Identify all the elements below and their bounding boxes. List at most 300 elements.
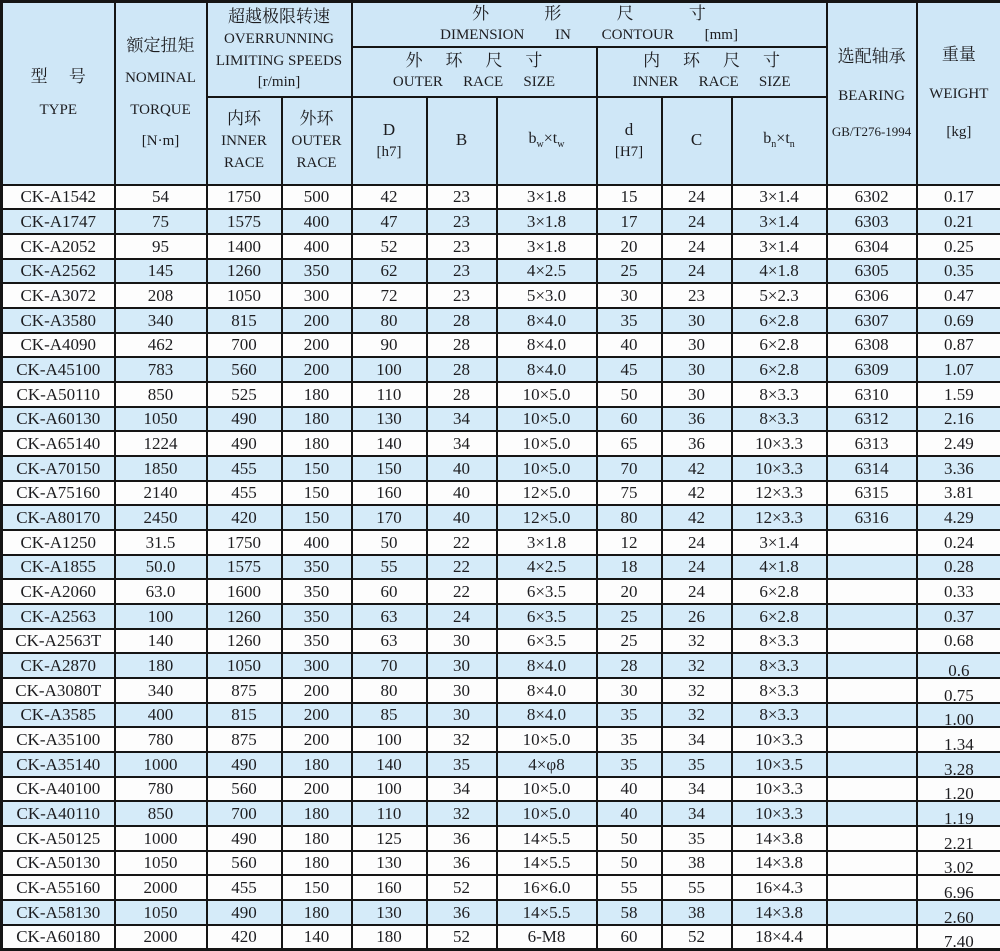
cell-D: 85 <box>352 703 427 728</box>
cell-wt: 3.81 <box>917 481 1000 506</box>
cell-type: CK-A2060 <box>2 579 115 604</box>
cell-D: 63 <box>352 629 427 654</box>
cell-type: CK-A65140 <box>2 431 115 456</box>
cell-bw: 14×5.5 <box>497 826 597 851</box>
cell-d: 60 <box>597 407 662 432</box>
cell-type: CK-A2052 <box>2 234 115 259</box>
cell-torque: 400 <box>115 703 207 728</box>
cell-bw: 10×5.0 <box>497 407 597 432</box>
header-speeds-unit: [r/min] <box>257 74 301 91</box>
cell-wt: 1.34 <box>917 727 1000 752</box>
cell-wt: 4.29 <box>917 505 1000 530</box>
cell-D: 140 <box>352 752 427 777</box>
cell-bw: 3×1.8 <box>497 234 597 259</box>
cell-bw: 10×5.0 <box>497 456 597 481</box>
cell-C: 42 <box>662 481 732 506</box>
cell-D: 100 <box>352 777 427 802</box>
cell-C: 30 <box>662 308 732 333</box>
cell-d: 70 <box>597 456 662 481</box>
header-inner-speed-zh: 内环 <box>227 108 261 128</box>
cell-brg <box>827 900 917 925</box>
cell-brg <box>827 826 917 851</box>
cell-torque: 2450 <box>115 505 207 530</box>
cell-bn: 3×1.4 <box>732 530 827 555</box>
header-inner-size-zh: 内 环 尺 寸 <box>643 51 790 71</box>
cell-C: 32 <box>662 653 732 678</box>
cell-bn: 8×3.3 <box>732 382 827 407</box>
cell-C: 24 <box>662 530 732 555</box>
cell-d: 65 <box>597 431 662 456</box>
cell-wt: 1.00 <box>917 703 1000 728</box>
cell-outer: 400 <box>282 530 352 555</box>
cell-bn: 14×3.8 <box>732 826 827 851</box>
cell-D: 63 <box>352 604 427 629</box>
header-col-d <box>597 97 662 185</box>
header-torque-zh: 额定扭矩 <box>126 35 195 55</box>
cell-wt: 0.37 <box>917 604 1000 629</box>
cell-type: CK-A55160 <box>2 875 115 900</box>
cell-torque: 1050 <box>115 900 207 925</box>
cell-brg: 6310 <box>827 382 917 407</box>
header-type-zh: 型 号 <box>30 67 95 87</box>
cell-bw: 14×5.5 <box>497 900 597 925</box>
header-inner-size-en: INNER RACE SIZE <box>632 74 791 91</box>
cell-inner: 1575 <box>207 209 282 234</box>
cell-wt: 1.20 <box>917 777 1000 802</box>
cell-torque: 1000 <box>115 826 207 851</box>
cell-wt: 0.33 <box>917 579 1000 604</box>
cell-torque: 2000 <box>115 925 207 950</box>
cell-d: 45 <box>597 357 662 382</box>
cell-d: 18 <box>597 555 662 580</box>
cell-brg <box>827 530 917 555</box>
cell-C: 35 <box>662 752 732 777</box>
cell-bn: 10×3.5 <box>732 752 827 777</box>
cell-C: 24 <box>662 185 732 210</box>
cell-C: 42 <box>662 505 732 530</box>
cell-C: 24 <box>662 259 732 284</box>
header-col-D-symbol: D <box>382 119 396 139</box>
cell-bn: 8×3.3 <box>732 653 827 678</box>
cell-C: 38 <box>662 900 732 925</box>
cell-inner: 1260 <box>207 259 282 284</box>
cell-type: CK-A1542 <box>2 185 115 210</box>
cell-type: CK-A3080T <box>2 678 115 703</box>
cell-brg: 6307 <box>827 308 917 333</box>
cell-torque: 31.5 <box>115 530 207 555</box>
cell-d: 17 <box>597 209 662 234</box>
cell-outer: 350 <box>282 629 352 654</box>
table-row <box>2 925 1000 950</box>
cell-d: 30 <box>597 283 662 308</box>
cell-torque: 145 <box>115 259 207 284</box>
cell-bw: 6×3.5 <box>497 579 597 604</box>
cell-B: 22 <box>427 555 497 580</box>
cell-bw: 10×5.0 <box>497 777 597 802</box>
table-row <box>2 752 1000 777</box>
cell-d: 80 <box>597 505 662 530</box>
cell-bw: 3×1.8 <box>497 530 597 555</box>
cell-D: 150 <box>352 456 427 481</box>
cell-outer: 350 <box>282 259 352 284</box>
header-bearing-zh: 选配轴承 <box>837 46 906 66</box>
header-col-bn-tn <box>732 97 827 185</box>
cell-type: CK-A50130 <box>2 851 115 876</box>
cell-outer: 150 <box>282 875 352 900</box>
cell-bw: 10×5.0 <box>497 801 597 826</box>
cell-torque: 780 <box>115 727 207 752</box>
cell-type: CK-A58130 <box>2 900 115 925</box>
cell-C: 26 <box>662 604 732 629</box>
header-weight-en: WEIGHT <box>929 86 989 103</box>
cell-B: 30 <box>427 678 497 703</box>
cell-bw: 8×4.0 <box>497 308 597 333</box>
cell-brg: 6306 <box>827 283 917 308</box>
cell-d: 40 <box>597 333 662 358</box>
cell-wt: 0.17 <box>917 185 1000 210</box>
cell-brg: 6313 <box>827 431 917 456</box>
cell-torque: 340 <box>115 678 207 703</box>
cell-outer: 180 <box>282 752 352 777</box>
cell-B: 36 <box>427 900 497 925</box>
cell-C: 24 <box>662 209 732 234</box>
cell-bn: 10×3.3 <box>732 456 827 481</box>
cell-B: 40 <box>427 456 497 481</box>
header-col-bw-tw <box>497 97 597 185</box>
cell-wt: 0.35 <box>917 259 1000 284</box>
cell-inner: 490 <box>207 752 282 777</box>
table-row <box>2 357 1000 382</box>
header-type <box>2 2 115 185</box>
table-row <box>2 234 1000 259</box>
cell-bw: 8×4.0 <box>497 703 597 728</box>
header-col-D-tolerance: [h7] <box>376 143 402 160</box>
table-row <box>2 555 1000 580</box>
cell-inner: 1050 <box>207 283 282 308</box>
cell-bn: 16×4.3 <box>732 875 827 900</box>
cell-d: 12 <box>597 530 662 555</box>
cell-outer: 150 <box>282 481 352 506</box>
cell-d: 35 <box>597 308 662 333</box>
cell-D: 180 <box>352 925 427 950</box>
cell-wt: 1.59 <box>917 382 1000 407</box>
table-row <box>2 185 1000 210</box>
cell-outer: 140 <box>282 925 352 950</box>
header-outer-race-size <box>352 47 597 97</box>
cell-inner: 1260 <box>207 604 282 629</box>
header-torque-en1: NOMINAL <box>125 70 196 87</box>
cell-wt: 0.75 <box>917 678 1000 703</box>
cell-bn: 6×2.8 <box>732 357 827 382</box>
cell-d: 28 <box>597 653 662 678</box>
cell-outer: 350 <box>282 604 352 629</box>
header-outer-size-zh: 外 环 尺 寸 <box>405 51 552 71</box>
cell-type: CK-A70150 <box>2 456 115 481</box>
cell-torque: 63.0 <box>115 579 207 604</box>
cell-torque: 1000 <box>115 752 207 777</box>
cell-bw: 12×5.0 <box>497 505 597 530</box>
cell-wt: 7.40 <box>917 925 1000 950</box>
header-col-D <box>352 97 427 185</box>
cell-D: 90 <box>352 333 427 358</box>
cell-brg <box>827 801 917 826</box>
cell-B: 23 <box>427 259 497 284</box>
cell-bw: 3×1.8 <box>497 209 597 234</box>
cell-brg <box>827 579 917 604</box>
header-nominal-torque <box>115 2 207 185</box>
cell-type: CK-A3580 <box>2 308 115 333</box>
cell-brg: 6314 <box>827 456 917 481</box>
table-row <box>2 629 1000 654</box>
cell-bw: 5×3.0 <box>497 283 597 308</box>
cell-bn: 8×3.3 <box>732 703 827 728</box>
header-col-B <box>427 97 497 185</box>
cell-d: 75 <box>597 481 662 506</box>
cell-wt: 0.25 <box>917 234 1000 259</box>
cell-inner: 1750 <box>207 185 282 210</box>
cell-wt: 0.47 <box>917 283 1000 308</box>
cell-C: 30 <box>662 333 732 358</box>
cell-wt: 2.16 <box>917 407 1000 432</box>
cell-type: CK-A80170 <box>2 505 115 530</box>
cell-C: 35 <box>662 826 732 851</box>
cell-brg: 6302 <box>827 185 917 210</box>
cell-type: CK-A75160 <box>2 481 115 506</box>
cell-bn: 8×3.3 <box>732 629 827 654</box>
cell-type: CK-A2562 <box>2 259 115 284</box>
header-col-C <box>662 97 732 185</box>
cell-C: 34 <box>662 727 732 752</box>
cell-bn: 10×3.3 <box>732 801 827 826</box>
cell-inner: 1750 <box>207 530 282 555</box>
cell-bw: 6×3.5 <box>497 629 597 654</box>
cell-outer: 180 <box>282 851 352 876</box>
cell-inner: 875 <box>207 727 282 752</box>
header-bearing-std: GB/T276-1994 <box>831 124 912 140</box>
header-col-d-tolerance: [H7] <box>614 143 644 160</box>
cell-bn: 6×2.8 <box>732 604 827 629</box>
cell-bn: 3×1.4 <box>732 185 827 210</box>
cell-outer: 180 <box>282 801 352 826</box>
cell-type: CK-A2563 <box>2 604 115 629</box>
cell-C: 30 <box>662 357 732 382</box>
cell-wt: 3.28 <box>917 752 1000 777</box>
cell-bw: 4×φ8 <box>497 752 597 777</box>
header-weight-zh: 重量 <box>941 45 976 65</box>
cell-outer: 150 <box>282 456 352 481</box>
table-row <box>2 456 1000 481</box>
cell-outer: 350 <box>282 555 352 580</box>
cell-B: 52 <box>427 925 497 950</box>
table-row <box>2 703 1000 728</box>
cell-brg <box>827 777 917 802</box>
cell-brg: 6316 <box>827 505 917 530</box>
cell-bn: 5×2.3 <box>732 283 827 308</box>
cell-bw: 6×3.5 <box>497 604 597 629</box>
table-row <box>2 604 1000 629</box>
cell-B: 30 <box>427 653 497 678</box>
table-row <box>2 308 1000 333</box>
cell-type: CK-A60180 <box>2 925 115 950</box>
cell-wt: 0.28 <box>917 555 1000 580</box>
table-row <box>2 801 1000 826</box>
cell-D: 47 <box>352 209 427 234</box>
cell-inner: 420 <box>207 505 282 530</box>
cell-B: 40 <box>427 505 497 530</box>
cell-bn: 18×4.4 <box>732 925 827 950</box>
cell-D: 42 <box>352 185 427 210</box>
cell-C: 32 <box>662 703 732 728</box>
cell-C: 52 <box>662 925 732 950</box>
cell-B: 28 <box>427 333 497 358</box>
table-row <box>2 530 1000 555</box>
cell-d: 60 <box>597 925 662 950</box>
cell-D: 70 <box>352 653 427 678</box>
cell-type: CK-A35140 <box>2 752 115 777</box>
cell-torque: 1224 <box>115 431 207 456</box>
cell-B: 40 <box>427 481 497 506</box>
table-row <box>2 851 1000 876</box>
cell-inner: 1050 <box>207 653 282 678</box>
cell-outer: 200 <box>282 703 352 728</box>
header-speeds-zh: 超越极限转速 <box>228 6 330 26</box>
cell-d: 50 <box>597 382 662 407</box>
cell-bn: 6×2.8 <box>732 579 827 604</box>
cell-bn: 8×3.3 <box>732 678 827 703</box>
cell-bw: 4×2.5 <box>497 259 597 284</box>
cell-B: 24 <box>427 604 497 629</box>
cell-bn: 12×3.3 <box>732 505 827 530</box>
table-row <box>2 283 1000 308</box>
cell-inner: 420 <box>207 925 282 950</box>
cell-inner: 1600 <box>207 579 282 604</box>
header-type-en: TYPE <box>39 101 77 118</box>
cell-outer: 180 <box>282 407 352 432</box>
cell-torque: 2140 <box>115 481 207 506</box>
cell-D: 60 <box>352 579 427 604</box>
cell-D: 125 <box>352 826 427 851</box>
cell-torque: 140 <box>115 629 207 654</box>
cell-D: 110 <box>352 382 427 407</box>
cell-brg <box>827 653 917 678</box>
cell-d: 58 <box>597 900 662 925</box>
cell-inner: 490 <box>207 407 282 432</box>
cell-outer: 180 <box>282 826 352 851</box>
cell-torque: 1050 <box>115 851 207 876</box>
cell-C: 32 <box>662 629 732 654</box>
cell-D: 130 <box>352 900 427 925</box>
header-bearing-en: BEARING <box>838 87 905 104</box>
cell-type: CK-A40110 <box>2 801 115 826</box>
cell-B: 23 <box>427 234 497 259</box>
cell-C: 32 <box>662 678 732 703</box>
cell-outer: 180 <box>282 900 352 925</box>
cell-D: 160 <box>352 875 427 900</box>
cell-outer: 300 <box>282 283 352 308</box>
cell-type: CK-A2870 <box>2 653 115 678</box>
cell-B: 22 <box>427 530 497 555</box>
table-row <box>2 431 1000 456</box>
cell-B: 23 <box>427 283 497 308</box>
cell-outer: 300 <box>282 653 352 678</box>
header-inner-race-size <box>597 47 827 97</box>
cell-brg <box>827 629 917 654</box>
cell-bn: 14×3.8 <box>732 851 827 876</box>
cell-bw: 12×5.0 <box>497 481 597 506</box>
cell-wt: 6.96 <box>917 875 1000 900</box>
cell-bn: 3×1.4 <box>732 234 827 259</box>
cell-torque: 1850 <box>115 456 207 481</box>
cell-torque: 850 <box>115 801 207 826</box>
cell-d: 20 <box>597 579 662 604</box>
cell-C: 34 <box>662 801 732 826</box>
cell-wt: 0.24 <box>917 530 1000 555</box>
cell-D: 55 <box>352 555 427 580</box>
cell-outer: 200 <box>282 308 352 333</box>
cell-torque: 1050 <box>115 407 207 432</box>
cell-outer: 200 <box>282 727 352 752</box>
header-col-B-symbol: B <box>455 130 468 150</box>
cell-wt: 0.6 <box>917 653 1000 678</box>
cell-brg: 6312 <box>827 407 917 432</box>
cell-d: 40 <box>597 801 662 826</box>
cell-inner: 560 <box>207 777 282 802</box>
cell-B: 34 <box>427 777 497 802</box>
cell-d: 25 <box>597 629 662 654</box>
cell-type: CK-A50110 <box>2 382 115 407</box>
cell-brg <box>827 851 917 876</box>
cell-brg: 6308 <box>827 333 917 358</box>
cell-D: 170 <box>352 505 427 530</box>
header-outer-speed-en1: OUTER <box>291 133 342 150</box>
cell-outer: 200 <box>282 357 352 382</box>
cell-B: 28 <box>427 382 497 407</box>
cell-d: 30 <box>597 678 662 703</box>
cell-inner: 455 <box>207 481 282 506</box>
cell-D: 80 <box>352 308 427 333</box>
cell-d: 15 <box>597 185 662 210</box>
cell-D: 80 <box>352 678 427 703</box>
cell-brg <box>827 555 917 580</box>
cell-type: CK-A50125 <box>2 826 115 851</box>
cell-wt: 1.07 <box>917 357 1000 382</box>
header-overrunning-speeds <box>207 2 352 97</box>
cell-brg <box>827 875 917 900</box>
cell-wt: 2.21 <box>917 826 1000 851</box>
cell-D: 50 <box>352 530 427 555</box>
cell-C: 36 <box>662 407 732 432</box>
cell-C: 36 <box>662 431 732 456</box>
cell-D: 140 <box>352 431 427 456</box>
cell-bn: 10×3.3 <box>732 431 827 456</box>
table-row <box>2 407 1000 432</box>
header-col-d-symbol: d <box>624 119 634 139</box>
cell-outer: 350 <box>282 579 352 604</box>
cell-type: CK-A3072 <box>2 283 115 308</box>
cell-D: 160 <box>352 481 427 506</box>
cell-C: 42 <box>662 456 732 481</box>
cell-B: 22 <box>427 579 497 604</box>
cell-outer: 150 <box>282 505 352 530</box>
header-dimension-en: DIMENSION IN CONTOUR [mm] <box>440 26 738 43</box>
cell-bw: 10×5.0 <box>497 431 597 456</box>
cell-torque: 54 <box>115 185 207 210</box>
cell-brg: 6305 <box>827 259 917 284</box>
cell-brg <box>827 752 917 777</box>
cell-bn: 6×2.8 <box>732 308 827 333</box>
cell-C: 24 <box>662 579 732 604</box>
cell-C: 24 <box>662 234 732 259</box>
